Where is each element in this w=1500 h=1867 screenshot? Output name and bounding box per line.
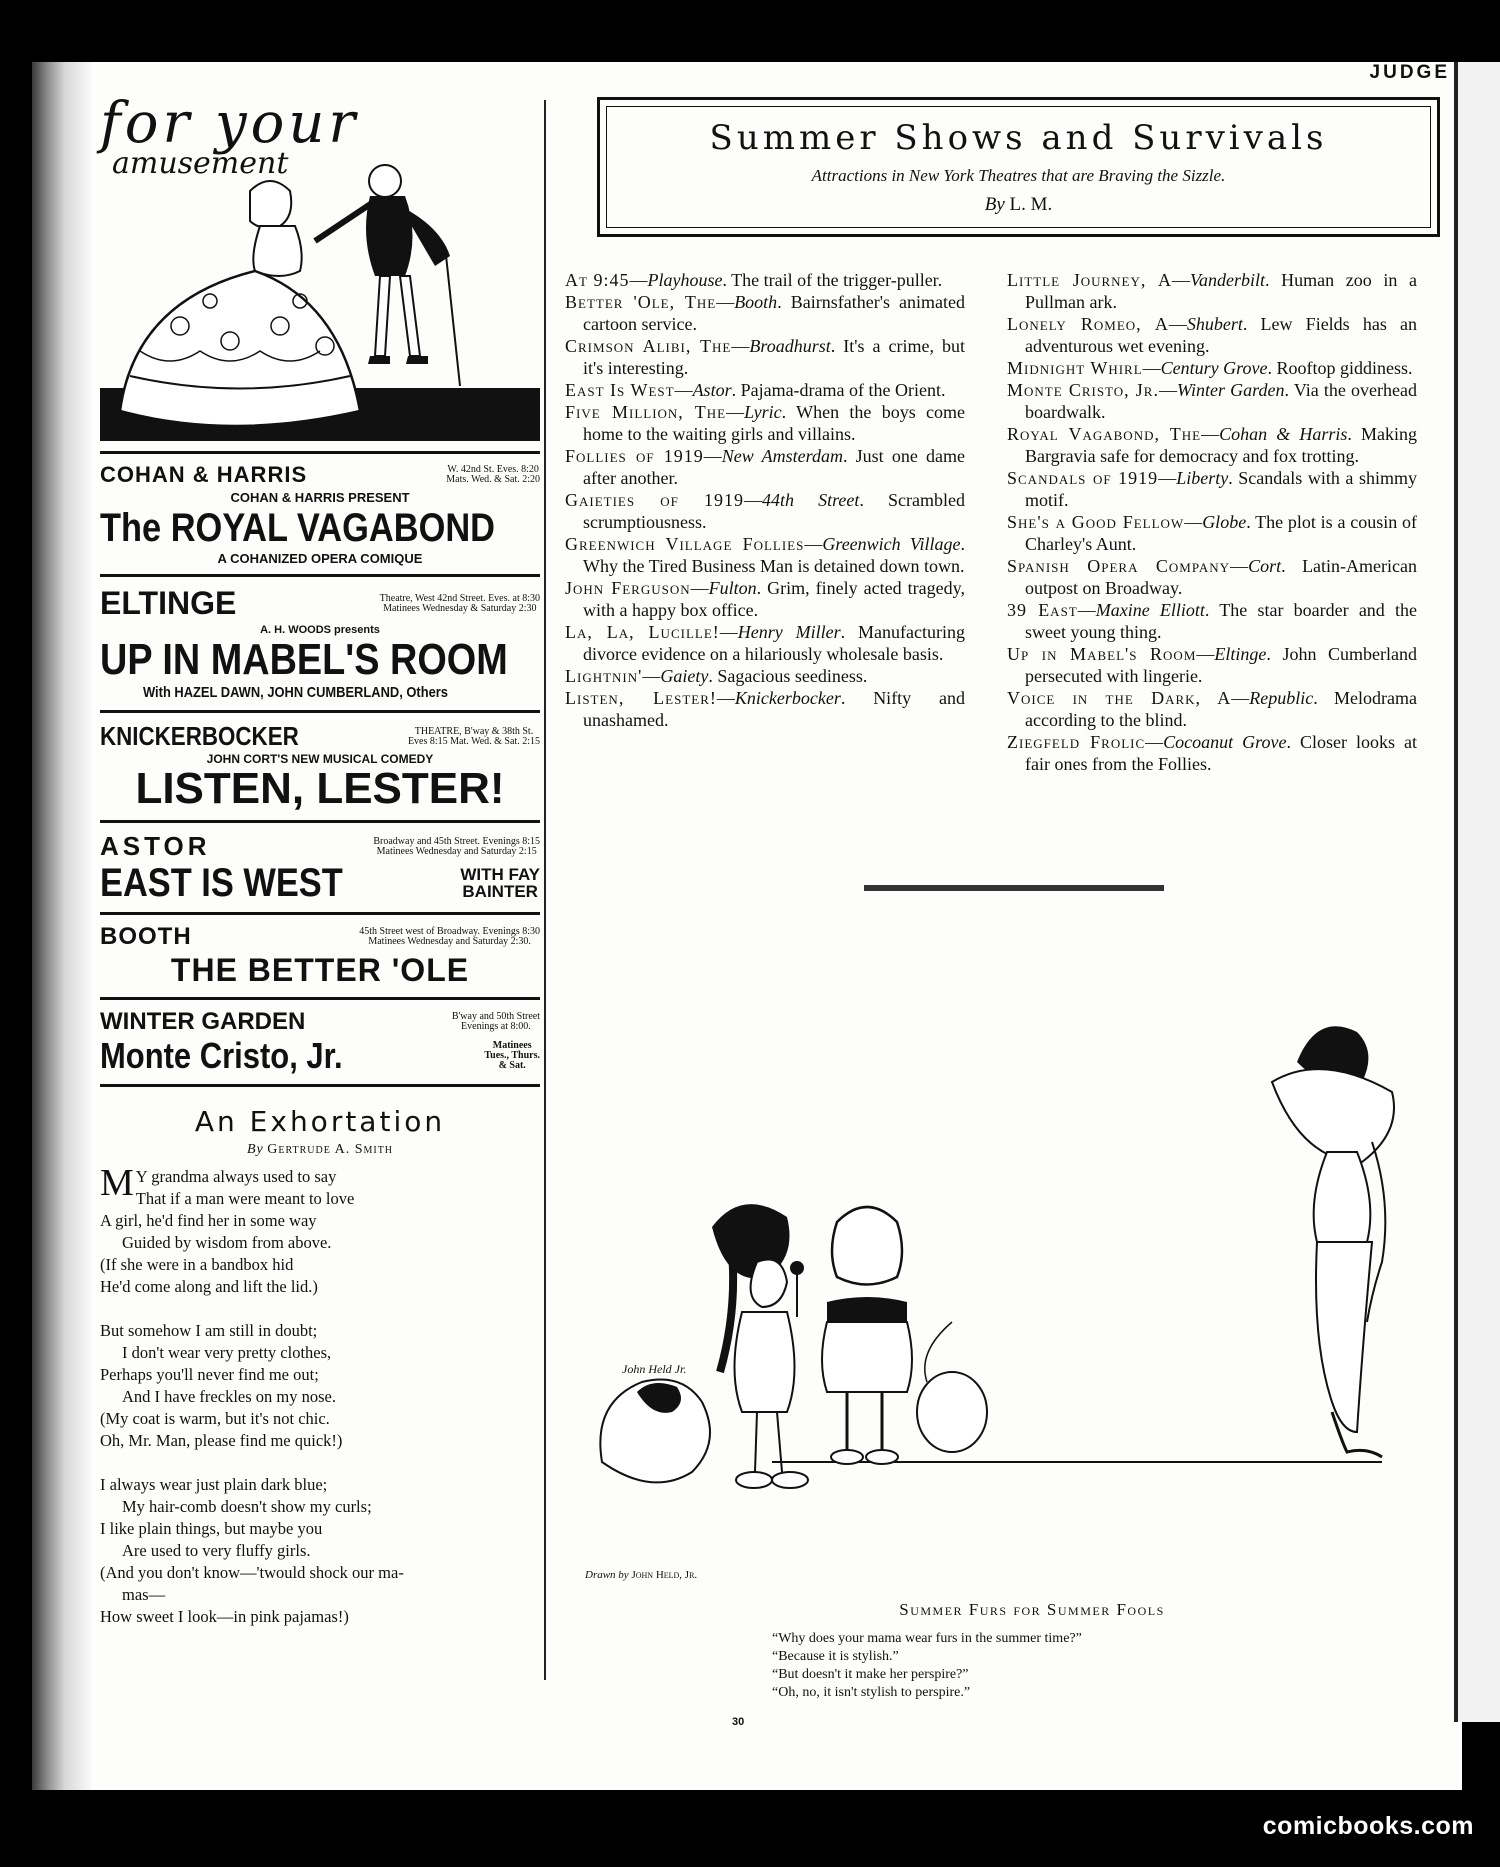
poem-author: Gertrude A. Smith [267,1142,394,1157]
drop-cap: M [100,1162,134,1204]
tagline: With HAZEL DAWN, JOHN CUMBERLAND, Others [142,684,448,701]
poem-line: (If she were in a bandbox hid [100,1255,294,1274]
theater-name: KNICKERBOCKER [100,721,299,751]
ad-astor [100,820,540,912]
listing-show-name: Listen, Lester! [565,688,717,708]
theater-info [446,465,540,485]
listing-description: Just one dame after another. [583,446,965,488]
show-listing: Spanish Opera Company—Cort. Latin-American outpost on Broadway. [1007,556,1418,598]
show-listing: Voice in the Dark, A—Republic. Melodrama according to the blind. [1007,688,1417,730]
show-title: LISTEN, LESTER! [135,764,505,813]
listing-show-name: Lightnin' [565,666,643,686]
info-line: 45th Street west of Broadway. Evenings 8:30 [359,926,540,937]
listing-show-name: La, La, Lucille! [565,622,720,642]
by-label: By [984,194,1005,215]
listing-show-name: Greenwich Village Follies [565,534,805,554]
feature-byline [600,194,1437,216]
show-listing: Midnight Whirl—Century Grove. Rooftop giddiness. [1007,358,1413,378]
artist-signature: John Held Jr. [622,1362,687,1376]
listing-description: When the boys come home to the waiting girls and villains. [583,402,965,444]
presenter: JOHN CORT'S NEW MUSICAL COMEDY [206,752,434,766]
listing-theatre: Globe [1202,512,1247,532]
listing-theatre: Maxine Elliott [1095,600,1205,620]
listing-show-name: At 9:45 [565,270,630,290]
listing-theatre: Cort [1248,556,1282,576]
poem [100,1105,540,1628]
listing-description: Rooftop giddiness. [1276,358,1413,378]
listing-theatre: New Amsterdam [721,446,843,466]
by-label: By [246,1142,264,1157]
info-line: Eves 8:15 Mat. Wed. & Sat. 2:15 [407,735,540,747]
ad-eltinge [100,574,540,710]
info-line: Matinees Wednesday and Saturday 2:15 [376,845,537,857]
listing-theatre: Eltinge [1214,644,1267,664]
listing-show-name: 39 East [1007,600,1078,620]
show-title: The ROYAL VAGABOND [100,506,496,550]
matinee-info [484,1041,540,1071]
listing-show-name: Follies of 1919 [565,446,704,466]
ad-knickerbocker [100,710,540,820]
listing-description: The star boarder and the sweet young thing. [1025,600,1417,642]
poem-line: Are used to very fluffy girls. [122,1541,311,1560]
running-head: JUDGE [1369,62,1450,83]
show-title: THE BETTER 'OLE [170,952,470,988]
facing-page-edge [1458,62,1500,1722]
listing-theatre: Liberty [1176,468,1229,488]
listing-description: Scrambled scrumptiousness. [583,490,965,532]
hero-subtitle: amusement [112,146,289,181]
caption-line: “Why does your mama wear furs in the summer time?” [772,1631,1082,1646]
listing-theatre: Playhouse [647,270,723,290]
listing-description: The plot is a cousin of Charley's Aunt. [1025,512,1417,554]
column-rule [544,100,546,1680]
listings-left-column [565,269,965,731]
poem-line: That if a man were meant to love [135,1189,355,1208]
show-listing: Better 'Ole, The—Booth. Bairnsfather's animated cartoon service. [565,292,965,334]
caption-line: “Because it is stylish.” [772,1649,899,1664]
show-listing: Monte Cristo, Jr.—Winter Garden. Via the overhead boardwalk. [1007,380,1417,422]
listing-description: Grim, finely acted tragedy, with a happy box office. [583,578,965,620]
show-listing: She's a Good Fellow—Globe. The plot is a cousin of Charley's Aunt. [1007,512,1417,554]
theater-name: WINTER GARDEN [100,1008,306,1035]
listing-show-name: Ziegfeld Frolic [1007,732,1146,752]
cartoon-caption-title: Summer Furs for Summer Fools [899,1600,1165,1619]
listing-description: Scandals with a shimmy motif. [1025,468,1418,510]
poem-line: A girl, he'd find her in some way [100,1211,317,1230]
theater-info [373,837,540,857]
listing-theatre: Knickerbocker [734,688,841,708]
info-line: Matinees [492,1040,532,1051]
listing-description: It's a crime, but it's interesting. [583,336,965,378]
feature-subtitle: Attractions in New York Theatres that are Braving the Sizzle. [811,166,1226,185]
listing-theatre: Republic [1249,688,1314,708]
listing-show-name: Better 'Ole, The [565,292,717,312]
left-column [100,91,540,1650]
credit-name: John Held, Jr. [631,1569,698,1581]
drawing-credit [585,1569,697,1581]
poem-line: (My coat is warm, but it's not chic. [100,1409,330,1428]
info-line: Theatre, West 42nd Street. Eves. at 8:30 [379,592,540,604]
info-line: Evenings at 8:00. [461,1021,531,1032]
listing-show-name: Up in Mabel's Room [1007,644,1197,664]
listing-show-name: Lonely Romeo, A [1007,314,1169,334]
listing-theatre: Cohan & Harris [1219,424,1348,444]
info-line: Broadway and 45th Street. Evenings 8:15 [373,835,540,847]
caption-line: “Oh, no, it isn't stylish to perspire.” [772,1685,971,1700]
tagline: A COHANIZED OPERA COMIQUE [217,551,423,566]
listing-theatre: Shubert [1186,314,1243,334]
listing-show-name: Voice in the Dark, A [1007,688,1232,708]
show-listing: Greenwich Village Follies—Greenwich Village. Why the Tired Business Man is detained down town. [565,534,966,576]
amusement-illustration [100,91,540,441]
feature-author: L. M. [1009,194,1053,215]
listing-description: Latin-American outpost on Broadway. [1025,556,1418,598]
poem-stanza [100,1320,540,1452]
show-listing: Scandals of 1919—Liberty. Scandals with a shimmy motif. [1007,468,1418,510]
hero-title: for your [100,91,360,156]
poem-line: I like plain things, but maybe you [100,1519,323,1538]
feature-title: Summer Shows and Survivals [709,118,1328,158]
listing-theatre: Cocoanut Grove [1163,732,1287,752]
listing-description: Manufacturing divorce evidence on a hilariously wholesale basis. [583,622,966,664]
theater-name: ASTOR [100,831,211,861]
listing-theatre: Astor [692,380,732,400]
listing-show-name: Five Million, The [565,402,727,422]
poem-line: But somehow I am still in doubt; [100,1321,318,1340]
show-listing: Gaieties of 1919—44th Street. Scrambled scrumptiousness. [565,490,965,532]
show-title: UP IN MABEL'S ROOM [100,635,508,684]
caption-line: “But doesn't it make her perspire?” [772,1667,969,1682]
show-listing: At 9:45—Playhouse. The trail of the trigger-puller. [565,270,943,290]
listing-description: The trail of the trigger-puller. [731,270,943,290]
ad-cohan-harris [100,451,540,574]
listing-description: Bairnsfather's animated cartoon service. [583,292,965,334]
star-line: WITH FAY [460,865,540,884]
info-line: B'way and 50th Street [451,1011,540,1022]
poem-line: Oh, Mr. Man, please find me quick!) [100,1431,343,1450]
poem-line: I always wear just plain dark blue; [100,1475,328,1494]
info-line: THEATRE, B'way & 38th St. [414,725,534,737]
show-listing: Crimson Alibi, The—Broadhurst. It's a crime, but it's interesting. [565,336,965,378]
section-divider [864,885,1164,891]
listing-show-name: Scandals of 1919 [1007,468,1159,488]
listing-theatre: Broadhurst [749,336,831,356]
credit-prefix: Drawn by [585,1569,629,1581]
poem-byline [100,1142,540,1158]
poem-stanza [100,1474,540,1628]
listing-description: Closer looks at fair ones from the Follies. [1025,732,1418,774]
show-listing: Ziegfeld Frolic—Cocoanut Grove. Closer looks at fair ones from the Follies. [1007,732,1418,774]
listings-right-column [1007,269,1417,775]
poem-line: (And you don't know—'twould shock our ma- [100,1563,404,1582]
cartoon-caption [772,1630,1082,1702]
listing-show-name: Gaieties of 1919 [565,490,744,510]
theater-info [380,594,540,614]
listing-theatre: Henry Miller [737,622,841,642]
listing-theatre: 44th Street [761,490,860,510]
theater-name: COHAN & HARRIS [100,462,308,487]
listing-theatre: Booth [734,292,778,312]
poem-line: He'd come along and lift the lid.) [100,1277,318,1296]
info-line: Tues., Thurs. [484,1050,540,1061]
listing-theatre: Century Grove [1160,358,1268,378]
show-title: EAST IS WEST [100,861,343,905]
watermark: comicbooks.com [1262,1812,1474,1840]
listing-theatre: Lyric [744,402,782,422]
poem-line: And I have freckles on my nose. [122,1387,336,1406]
listing-description: Via the overhead boardwalk. [1025,380,1417,422]
show-listing: Little Journey, A—Vanderbilt. Human zoo in a Pullman ark. [1007,270,1418,312]
poem-line: mas— [122,1585,166,1604]
star-billing [460,866,540,900]
listing-theatre: Fulton [708,578,757,598]
theater-name: BOOTH [100,923,192,950]
info-line: Matinees Wednesday & Saturday 2:30 [383,602,537,614]
show-listing: John Ferguson—Fulton. Grim, finely acted tragedy, with a happy box office. [565,578,965,620]
listing-theatre: Greenwich Village [822,534,961,554]
show-listing: Royal Vagabond, The—Cohan & Harris. Making Bargravia safe for democracy and fox trotting. [1007,424,1417,466]
theater-info [452,1012,540,1032]
show-listing: 39 East—Maxine Elliott. The star boarder and the sweet young thing. [1007,600,1417,642]
show-listing: La, La, Lucille!—Henry Miller. Manufacturing divorce evidence on a hilariously wholesale basis. [565,622,966,664]
listing-description: Human zoo in a Pullman ark. [1025,270,1418,312]
magazine-page [32,62,1462,1790]
listing-description: Nifty and unashamed. [583,688,966,730]
listing-show-name: Spanish Opera Company [1007,556,1231,576]
listing-show-name: Monte Cristo, Jr. [1007,380,1159,400]
presenter: COHAN & HARRIS PRESENT [230,490,410,505]
show-title: Monte Cristo, Jr. [100,1035,343,1076]
listing-description: Sagacious seediness. [717,666,868,686]
listing-show-name: Crimson Alibi, The [565,336,732,356]
poem-stanza [100,1162,540,1298]
info-line: & Sat. [498,1060,526,1071]
poem-line: How sweet I look—in pink pajamas!) [100,1607,349,1626]
listing-description: Making Bargravia safe for democracy and fox trotting. [1025,424,1417,466]
show-listing: Five Million, The—Lyric. When the boys come home to the waiting girls and villains. [565,402,965,444]
show-listing: Follies of 1919—New Amsterdam. Just one dame after another. [565,446,965,488]
poem-title: An Exhortation [194,1105,446,1138]
poem-line: My hair-comb doesn't show my curls; [122,1497,372,1516]
feature-header-box [597,97,1440,237]
summer-furs-cartoon [582,942,1462,1562]
listing-description: John Cumberland persecuted with lingerie. [1025,644,1417,686]
listing-description: Lew Fields has an adventurous wet evening. [1025,314,1417,356]
presenter: A. H. WOODS presents [260,624,380,636]
binding-shadow [32,62,92,1790]
listing-show-name: Little Journey, A [1007,270,1173,290]
page-number: 30 [732,1716,745,1728]
theater-info [359,927,540,947]
listing-show-name: Midnight Whirl [1007,358,1143,378]
listing-show-name: East Is West [565,380,675,400]
listing-show-name: She's a Good Fellow [1007,512,1185,532]
listing-show-name: Royal Vagabond, The [1007,424,1202,444]
theater-info [408,727,540,747]
poem-line: Perhaps you'll never find me out; [100,1365,319,1384]
show-listing: Lonely Romeo, A—Shubert. Lew Fields has an adventurous wet evening. [1007,314,1417,356]
show-listing: Listen, Lester!—Knickerbocker. Nifty and unashamed. [565,688,966,730]
show-listing: Lightnin'—Gaiety. Sagacious seediness. [565,666,868,686]
info-line: W. 42nd St. Eves. 8:20 [447,464,539,475]
listing-theatre: Vanderbilt [1190,270,1266,290]
listing-show-name: John Ferguson [565,578,691,598]
listing-description: Pajama-drama of the Orient. [740,380,946,400]
poem-line: Y grandma always used to say [135,1167,337,1186]
ad-winter-garden [100,997,540,1087]
listing-theatre: Winter Garden [1176,380,1285,400]
star-line: BAINTER [462,882,538,901]
listing-description: Why the Tired Business Man is detained down town. [583,556,965,576]
listing-theatre: Gaiety [660,666,709,686]
info-line: Mats. Wed. & Sat. 2:20 [446,474,540,485]
show-listing: Up in Mabel's Room—Eltinge. John Cumberland persecuted with lingerie. [1007,644,1417,686]
ad-booth [100,912,540,997]
listing-description: Melodrama according to the blind. [1025,688,1417,730]
info-line: Matinees Wednesday and Saturday 2:30. [368,936,531,947]
theater-name: ELTINGE [100,585,237,621]
show-listing: East Is West—Astor. Pajama-drama of the Orient. [565,380,946,400]
poem-line: I don't wear very pretty clothes, [122,1343,332,1362]
poem-line: Guided by wisdom from above. [122,1233,332,1252]
